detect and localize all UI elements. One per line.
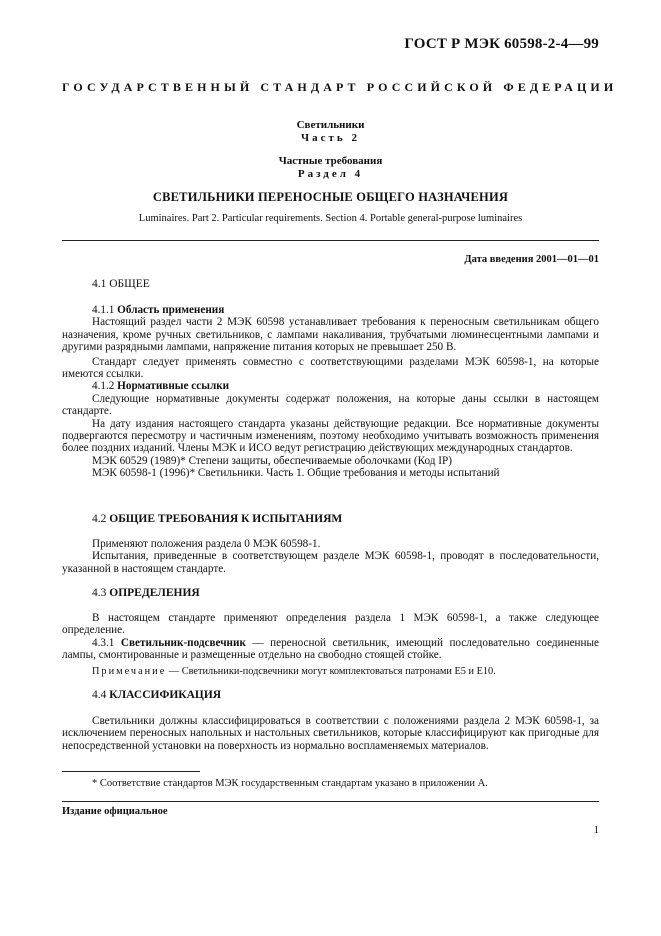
reference-item: МЭК 60529 (1989)* Степени защиты, обеспечиваемые оболочками (Код IP) xyxy=(92,454,452,467)
title-luminaires: Светильники xyxy=(296,119,365,131)
edition-label: Издание официальное xyxy=(62,806,168,817)
page-number: 1 xyxy=(593,824,599,836)
clause-4-1-1-heading: 4.1.1 Область применения xyxy=(92,304,225,316)
title-divider xyxy=(62,240,599,241)
note: Примечание — Светильники-подсвечники могут комплектоваться патронами E5 и E10. xyxy=(92,665,496,677)
bottom-divider xyxy=(62,801,599,802)
reference-item: МЭК 60598-1 (1996)* Светильники. Часть 1. Общие требования и методы испытаний xyxy=(92,467,500,480)
section-4-1-body xyxy=(62,304,599,480)
section-4-2-body xyxy=(62,538,599,575)
section-4-3-heading: 4.3 ОПРЕДЕЛЕНИЯ xyxy=(92,587,200,599)
footnote-divider xyxy=(62,771,200,772)
paragraph: На дату издания настоящего стандарта указаны действующие редакции. Все нормативные документы подвергаются пересмотру и частичным изменениям, поэтому необходимо учитывать возможность применения более поздних изданий. Члены МЭК и ИСО ведут регистрацию действующих международных стандартов. xyxy=(62,417,599,455)
section-4-3-body xyxy=(62,612,599,678)
section-4-4-heading: 4.4 КЛАССИФИКАЦИЯ xyxy=(92,689,222,701)
paragraph: Применяют положения раздела 0 МЭК 60598-1. xyxy=(92,538,321,550)
paragraph: Стандарт следует применять совместно с соответствующими разделами МЭК 60598-1, на которые имеются ссылки. xyxy=(62,355,599,381)
title-part: Часть 2 xyxy=(301,132,360,144)
document-id: ГОСТ Р МЭК 60598-2-4—99 xyxy=(404,36,599,52)
paragraph: Следующие нормативные документы содержат положения, на которые даны ссылки в настоящем стандарте. xyxy=(62,392,599,418)
paragraph: Испытания, приведенные в соответствующем разделе МЭК 60598-1, проводят в последовательности, указанной в настоящем стандарте. xyxy=(62,550,599,575)
effective-date: Дата введения 2001—01—01 xyxy=(464,254,599,265)
paragraph: Светильники должны классифицироваться в соответствии с положениями раздела 2 МЭК 60598-1, за исключением переносных напольных и настольных светильников, которые классифицируют как пригодные для непосредственной установки на поверхность из нормально воспламеняемых материалов. xyxy=(62,715,599,752)
state-standard-banner: ГОСУДАРСТВЕННЫЙ СТАНДАРТ РОССИЙСКОЙ ФЕДЕРАЦИИ xyxy=(62,80,618,94)
clause-4-3-1: 4.3.1 Светильник-подсвечник — переносной светильник, имеющий последовательно соединенные лампы, смонтированные и размещенные отдельно на свободно стоящей стойке. xyxy=(62,636,600,662)
title-section: Раздел 4 xyxy=(297,168,364,180)
section-4-4-body xyxy=(62,715,599,752)
section-4-2-heading: 4.2 ОБЩИЕ ТРЕБОВАНИЯ К ИСПЫТАНИЯМ xyxy=(92,513,343,525)
title-particular: Частные требования xyxy=(278,155,383,167)
section-4-1-heading: 4.1 ОБЩЕЕ xyxy=(92,278,150,290)
paragraph: В настоящем стандарте применяют определения раздела 1 МЭК 60598-1, а также следующее определение. xyxy=(62,612,599,637)
clause-4-1-2-heading: 4.1.2 Нормативные ссылки xyxy=(92,380,230,393)
footnote: * Соответствие стандартов МЭК государственным стандартам указано в приложении А. xyxy=(92,778,488,789)
title-english: Luminaires. Part 2. Particular requirements. Section 4. Portable general-purpose luminaires xyxy=(138,213,523,224)
paragraph: Настоящий раздел части 2 МЭК 60598 устанавливает требования к переносным светильникам общего назначения, кроме ручных светильников, с лампами накаливания, трубчатыми люминесцентными лампами и другими разрядными лампами, напряжение питания которых не превышает 250 В. xyxy=(62,316,599,354)
title-main: СВЕТИЛЬНИКИ ПЕРЕНОСНЫЕ ОБЩЕГО НАЗНАЧЕНИЯ xyxy=(152,190,509,204)
